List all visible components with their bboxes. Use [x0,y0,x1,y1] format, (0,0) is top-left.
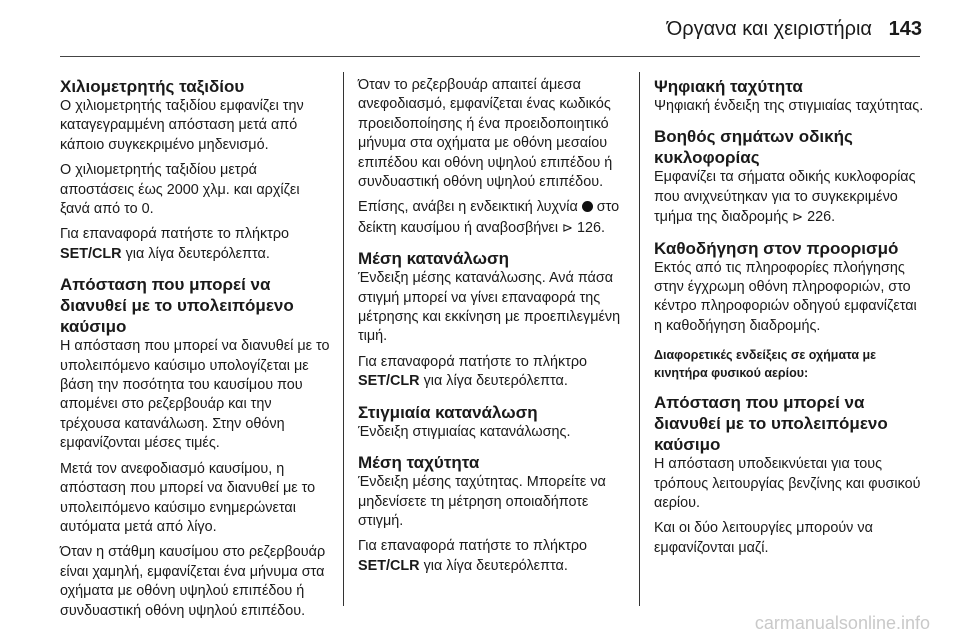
page-number: 143 [888,18,922,40]
section-heading: Στιγμιαία κατανάλωση [358,402,538,422]
paragraph: Ο χιλιομετρητής ταξιδίου μετρά αποστάσεις έως 2000 χλμ. και αρχίζει ξανά από το 0. [60,162,300,218]
paragraph: Για επαναφορά πατήστε το πλήκτρο SET/CLR για λίγα δευτερόλεπτα. [358,538,588,574]
page-reference-icon: ⊳ [562,219,573,235]
section-heading: Βοηθός σημάτων οδικής κυκλοφορίας [654,127,853,168]
column-divider [639,72,640,606]
section-heading: Απόσταση που μπορεί να διανυθεί με το υπολειπόμενο καύσιμο [654,393,888,455]
paragraph: Μετά τον ανεφοδιασμό καυσίμου, η απόσταση που μπορεί να διανυθεί με το υπολειπόμενο καύσιμο ενημερώνεται αυτόματα μετά από λίγο. [60,460,316,535]
paragraph: Ο χιλιομετρητής ταξιδίου εμφανίζει την καταγεγραμμένη απόσταση μετά από κάποιο συγκεκριμένο μηδενισμό. [60,98,304,153]
section-heading: Απόσταση που μπορεί να διανυθεί με το υπολειπόμενο καύσιμο [60,275,294,337]
section-heading: Ψηφιακή ταχύτητα [654,77,803,96]
paragraph: Όταν το ρεζερβουάρ απαιτεί άμεσα ανεφοδιασμό, εμφανίζεται ένας κωδικός προειδοποίησης ή ένα προειδοποιητικό μήνυμα στα οχήματα με οθόνη μεσαίου επιπέδου και οθόνη υψηλού επιπέδου ή συνδυαστική οθόνη υψηλού επιπέδου. [358,77,613,191]
section-heading: Χιλιομετρητής ταξιδίου [60,77,245,96]
paragraph: Η απόσταση που μπορεί να διανυθεί με το υπολειπόμενο καύσιμο υπολογίζεται με βάση την ποσότητα του καυσίμου που απομένει στο ρεζερβουάρ και την τρέχουσα κατανάλωση. Στην οθόνη εμφανίζονται μέσες τιμές. [60,338,330,452]
page-reference[interactable]: 226. [807,209,836,226]
paragraph: Εμφανίζει τα σήματα οδικής κυκλοφορίας που ανιχνεύτηκαν για το συγκεκριμένο τμήμα της διαδρομής ⊳ 226. [654,169,916,226]
column-right [654,76,926,564]
key-label: SET/CLR [60,245,122,262]
page-title: Όργανα και χειριστήρια [666,18,872,40]
paragraph: Ψηφιακή ένδειξη της στιγμιαίας ταχύτητας. [654,98,924,114]
watermark: carmanualsonline.info [754,613,930,633]
page-reference[interactable]: 126. [576,219,605,236]
paragraph: Όταν η στάθμη καυσίμου στο ρεζερβουάρ είναι χαμηλή, εμφανίζεται ένα μήνυμα στα οχήματα με οθόνη υψηλού επιπέδου ή συνδυαστική οθόνη υψηλού επιπέδου. [60,544,326,619]
column-divider [343,72,344,606]
paragraph: Για επαναφορά πατήστε το πλήκτρο SET/CLR για λίγα δευτερόλεπτα. [60,226,290,262]
subheading: Διαφορετικές ενδείξεις σε οχήματα με κινητήρα φυσικού αερίου: [654,348,877,381]
paragraph: Για επαναφορά πατήστε το πλήκτρο SET/CLR για λίγα δευτερόλεπτα. [358,353,588,390]
paragraph: Ένδειξη στιγμιαίας κατανάλωσης. [358,423,571,440]
key-label: SET/CLR [358,557,420,574]
paragraph: Και οι δύο λειτουργίες μπορούν να εμφανίζονται μαζί. [654,520,873,556]
key-label: SET/CLR [358,373,420,390]
header-rule [60,56,920,57]
paragraph: Επίσης, ανάβει η ενδεικτική λυχνία στο δείκτη καυσίμου ή αναβοσβήνει ⊳ 126. [358,199,620,236]
fuel-warning-icon [582,201,593,212]
paragraph: Η απόσταση υποδεικνύεται για τους τρόπους λειτουργίας βενζίνης και φυσικού αερίου. [654,456,921,512]
page-header [0,18,960,48]
column-middle [358,76,628,582]
paragraph: Ένδειξη μέσης ταχύτητας. Μπορείτε να μηδενίσετε τη μέτρηση οποιαδήποτε στιγμή. [358,474,606,529]
page-reference-icon: ⊳ [792,209,804,225]
paragraph: Εκτός από τις πληροφορίες πλοήγησης στην έγχρωμη οθόνη πληροφοριών, στο κέντρο πληροφοριών οδηγού εμφανίζεται η καθοδήγηση διαδρομής. [654,259,917,334]
section-heading: Μέση κατανάλωση [358,249,510,269]
section-heading: Καθοδήγηση στον προορισμό [654,238,899,258]
column-left [60,76,330,627]
section-heading: Μέση ταχύτητα [358,453,480,473]
paragraph: Ένδειξη μέσης κατανάλωσης. Ανά πάσα στιγμή μπορεί να γίνει επαναφορά της μέτρησης και εκκίνηση με προεπιλεγμένη τιμή. [358,270,621,345]
